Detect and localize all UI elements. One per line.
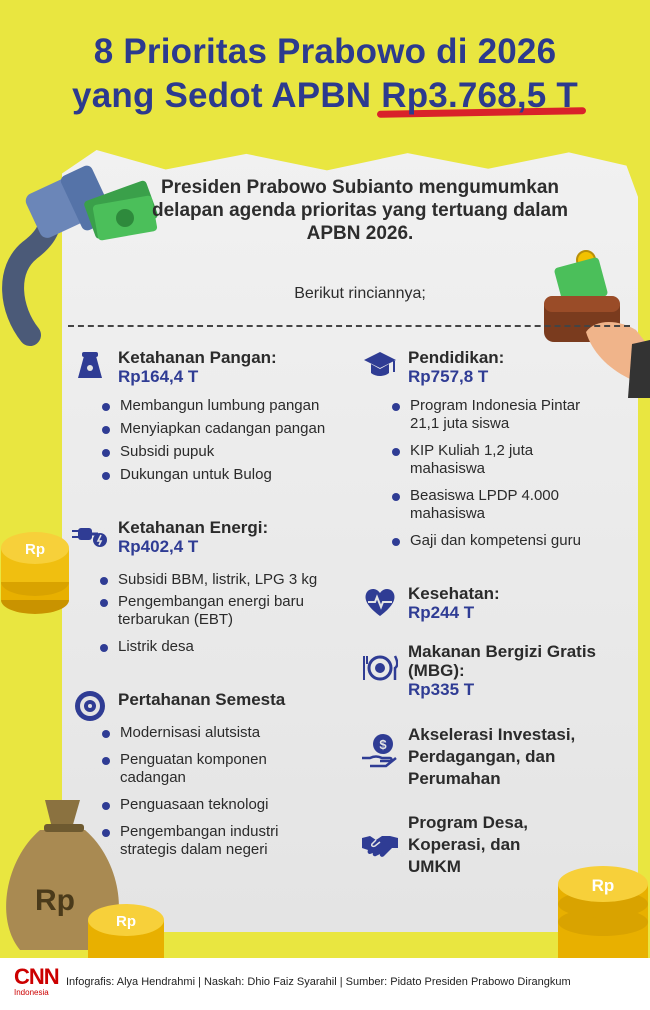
details-caption: Berikut rinciannya; [294,285,426,302]
coin-left-label: Rp [25,541,45,558]
cnn-logo: CNN [14,964,59,989]
page-title [0,30,650,118]
list-item: Program Indonesia Pintar 21,1 juta siswa [392,397,597,433]
section-head [408,724,618,790]
intro-text: Presiden Prabowo Subianto mengumumkan delapan agenda prioritas yang tertuang dalam APBN 2026. [152,177,568,244]
plate-cutlery-icon [362,650,398,686]
section-value: Rp757,8 T [408,367,489,386]
money-bag-label: Rp [35,884,75,917]
section-title: Program Desa, Koperasi, dan UMKM [408,813,528,876]
title-line-2-prefix: yang Sedot APBN [72,76,382,115]
heart-pulse-icon [362,584,398,620]
list-item: Pengembangan industri strategis dalam negeri [102,823,302,859]
list-item: Penguasaan teknologi [102,796,302,814]
section-title: Akselerasi Investasi, Perdagangan, dan Perumahan [408,725,576,788]
section-pertahanan-semesta [72,688,352,724]
graduation-cap-icon [362,348,398,384]
title-line-2 [0,74,650,118]
section-head [118,518,378,556]
section-head [408,642,608,699]
section-head [118,690,378,709]
title-amount: Rp3.768,5 T [381,74,578,118]
section-ketahanan-energi [72,518,352,558]
cnn-logo-sub: Indonesia [14,988,49,997]
section-title: Ketahanan Pangan: [118,348,277,367]
section-program-desa [362,812,622,878]
list-item: Membangun lumbung pangan [102,397,362,415]
section-ketahanan-pangan [72,348,352,388]
section-value: Rp244 T [408,603,475,622]
energy-plug-icon [72,518,108,554]
handshake-icon [362,826,398,862]
section-title: Kesehatan: [408,584,500,603]
list-item: Subsidi pupuk [102,443,362,461]
svg-text:$: $ [379,737,387,752]
section-pendidikan [362,348,622,388]
list-item: Penguatan komponen cadangan [102,751,302,787]
list-item: Dukungan untuk Bulog [102,466,362,484]
dashed-divider [68,325,630,327]
coin-stack-left [0,520,70,620]
footer [0,958,650,1010]
food-grain-icon [72,348,108,384]
coin-bottom-label: Rp [116,913,136,930]
section-head [408,584,650,622]
section-head [408,348,650,386]
section-value: Rp164,4 T [118,367,199,386]
section-title: Pendidikan: [408,348,505,367]
list-item: Gaji dan kompetensi guru [392,532,597,550]
title-line-1: 8 Prioritas Prabowo di 2026 [93,32,557,71]
defense-target-icon [72,688,108,724]
section-title: Pertahanan Semesta [118,690,286,709]
list-item: Beasiswa LPDP 4.000 mahasiswa [392,487,597,523]
list-ketahanan-energi [100,571,358,656]
list-item: Listrik desa [100,638,358,656]
section-title: Makanan Bergizi Gratis (MBG): [408,642,597,680]
list-item: Subsidi BBM, listrik, LPG 3 kg [100,571,358,589]
footer-credit: Infografis: Alya Hendrahmi | Naskah: Dhio Faiz Syarahil | Sumber: Pidato Presiden Prabowo Dirangkum [66,976,571,988]
section-head [408,812,568,878]
section-value: Rp335 T [408,680,475,699]
section-mbg [362,642,622,702]
section-title: Ketahanan Energi: [118,518,269,537]
section-value: Rp402,4 T [118,537,199,556]
list-item: Pengembangan energi baru terbarukan (EBT) [100,593,358,629]
list-item: Modernisasi alutsista [102,724,302,742]
section-akselerasi-investasi [362,724,622,788]
hand-money-icon [362,732,398,768]
coin-right-label: Rp [591,876,615,895]
list-pertahanan-semesta [102,724,302,859]
list-item: Menyiapkan cadangan pangan [102,420,362,438]
section-kesehatan [362,584,622,624]
list-pendidikan [392,397,597,550]
list-ketahanan-pangan [102,397,362,484]
coin-stack-bottom [86,900,166,958]
list-item: KIP Kuliah 1,2 juta mahasiswa [392,442,597,478]
section-head [118,348,378,386]
